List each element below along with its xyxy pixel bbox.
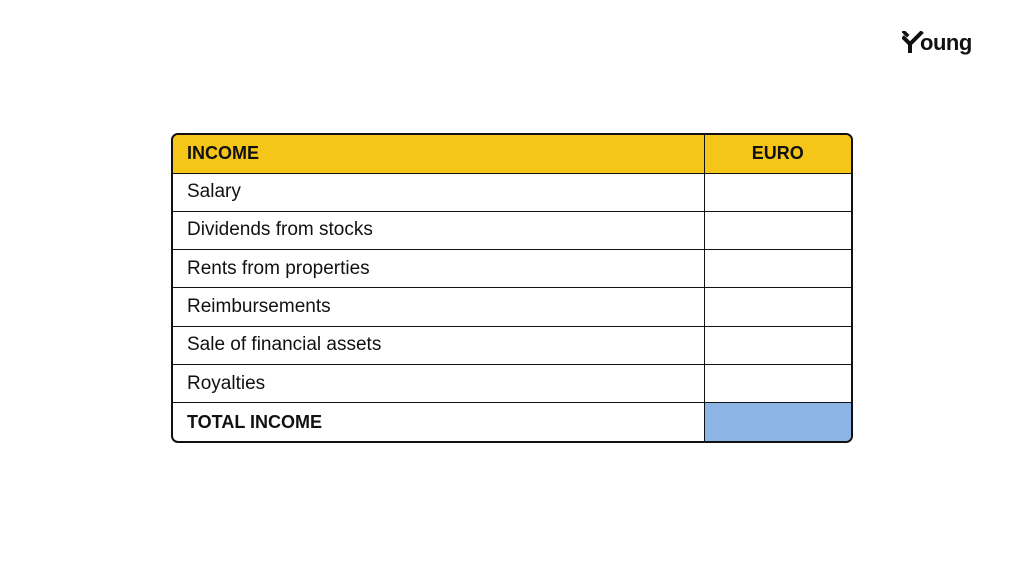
row-value-cell[interactable] xyxy=(704,364,851,402)
income-column-header: INCOME xyxy=(173,135,704,173)
total-row xyxy=(173,403,851,441)
row-label: Dividends from stocks xyxy=(173,211,704,249)
row-value-cell[interactable] xyxy=(704,173,851,211)
table-row xyxy=(173,326,851,364)
row-label: Reimbursements xyxy=(173,288,704,326)
row-label: Salary xyxy=(173,173,704,211)
brand-logo xyxy=(902,30,972,56)
row-value-cell[interactable] xyxy=(704,211,851,249)
total-income-value[interactable] xyxy=(704,403,851,441)
row-value-cell[interactable] xyxy=(704,326,851,364)
table-row xyxy=(173,288,851,326)
table-row xyxy=(173,173,851,211)
total-income-label: TOTAL INCOME xyxy=(187,411,322,432)
row-value-cell[interactable] xyxy=(704,250,851,288)
table-row xyxy=(173,364,851,402)
row-label: Sale of financial assets xyxy=(173,326,704,364)
row-label: Rents from properties xyxy=(173,250,704,288)
row-label: Royalties xyxy=(173,364,704,402)
logo-text: oung xyxy=(920,30,972,55)
table-header-row xyxy=(173,135,851,173)
table-row xyxy=(173,211,851,249)
income-table xyxy=(171,133,853,443)
table-row xyxy=(173,250,851,288)
row-value-cell[interactable] xyxy=(704,288,851,326)
euro-column-header: EURO xyxy=(704,135,851,173)
